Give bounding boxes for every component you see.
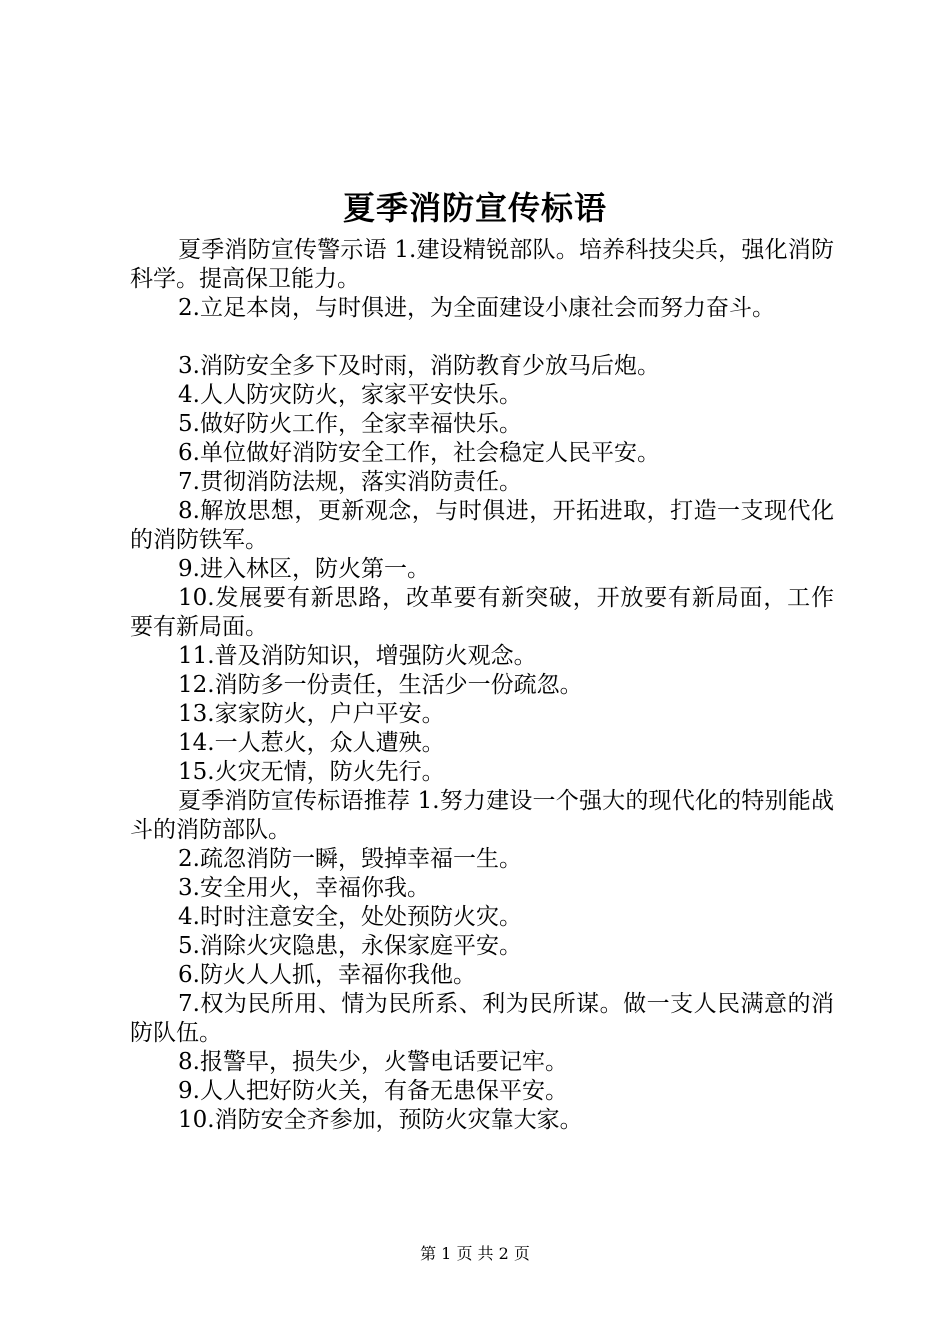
document-body — [130, 236, 834, 1135]
paragraph-23: 8.报警早，损失少，火警电话要记牢。 — [178, 1049, 568, 1075]
page-title: 夏季消防宣传标语 — [342, 189, 607, 227]
paragraph-20: 5.消除火灾隐患，永保家庭平安。 — [178, 933, 522, 959]
paragraph-14: 14.一人惹火，众人遭殃。 — [178, 730, 445, 756]
paragraph-5: 5.做好防火工作，全家幸福快乐。 — [178, 411, 522, 437]
paragraph-7: 7.贯彻消防法规，落实消防责任。 — [178, 469, 522, 495]
paragraph-25: 10.消防安全齐参加，预防火灾靠大家。 — [178, 1107, 583, 1133]
paragraph-2: 2.立足本岗，与时俱进，为全面建设小康社会而努力奋斗。 — [178, 295, 775, 321]
paragraph-22: 7.权为民所用、情为民所系、利为民所谋。做一支人民满意的消防队伍。 — [130, 991, 834, 1046]
paragraph-24: 9.人人把好防火关，有备无患保平安。 — [178, 1078, 568, 1104]
paragraph-9: 9.进入林区，防火第一。 — [178, 556, 430, 582]
paragraph-4: 4.人人防灾防火，家家平安快乐。 — [178, 382, 522, 408]
paragraph-10: 10.发展要有新思路，改革要有新突破，开放要有新局面，工作要有新局面。 — [130, 585, 834, 640]
paragraph-8: 8.解放思想，更新观念，与时俱进，开拓进取，打造一支现代化的消防铁军。 — [130, 498, 834, 553]
paragraph-6: 6.单位做好消防安全工作，社会稳定人民平安。 — [178, 440, 660, 466]
page-footer: 第 1 页 共 2 页 — [420, 1244, 530, 1263]
paragraph-17: 2.疏忽消防一瞬，毁掉幸福一生。 — [178, 846, 522, 872]
paragraph-3: 3.消防安全多下及时雨，消防教育少放马后炮。 — [178, 353, 660, 379]
paragraph-13: 13.家家防火，户户平安。 — [178, 701, 445, 727]
paragraph-18: 3.安全用火，幸福你我。 — [178, 875, 430, 901]
paragraph-16: 夏季消防宣传标语推荐 1.努力建设一个强大的现代化的特别能战斗的消防部队。 — [130, 788, 834, 843]
paragraph-11: 11.普及消防知识，增强防火观念。 — [178, 643, 537, 669]
paragraph-19: 4.时时注意安全，处处预防火灾。 — [178, 904, 522, 930]
paragraph-12: 12.消防多一份责任，生活少一份疏忽。 — [178, 672, 583, 698]
paragraph-1: 夏季消防宣传警示语 1.建设精锐部队。培养科技尖兵，强化消防科学。提高保卫能力。 — [130, 237, 834, 292]
paragraph-15: 15.火灾无情，防火先行。 — [178, 759, 445, 785]
paragraph-21: 6.防火人人抓，幸福你我他。 — [178, 962, 476, 988]
